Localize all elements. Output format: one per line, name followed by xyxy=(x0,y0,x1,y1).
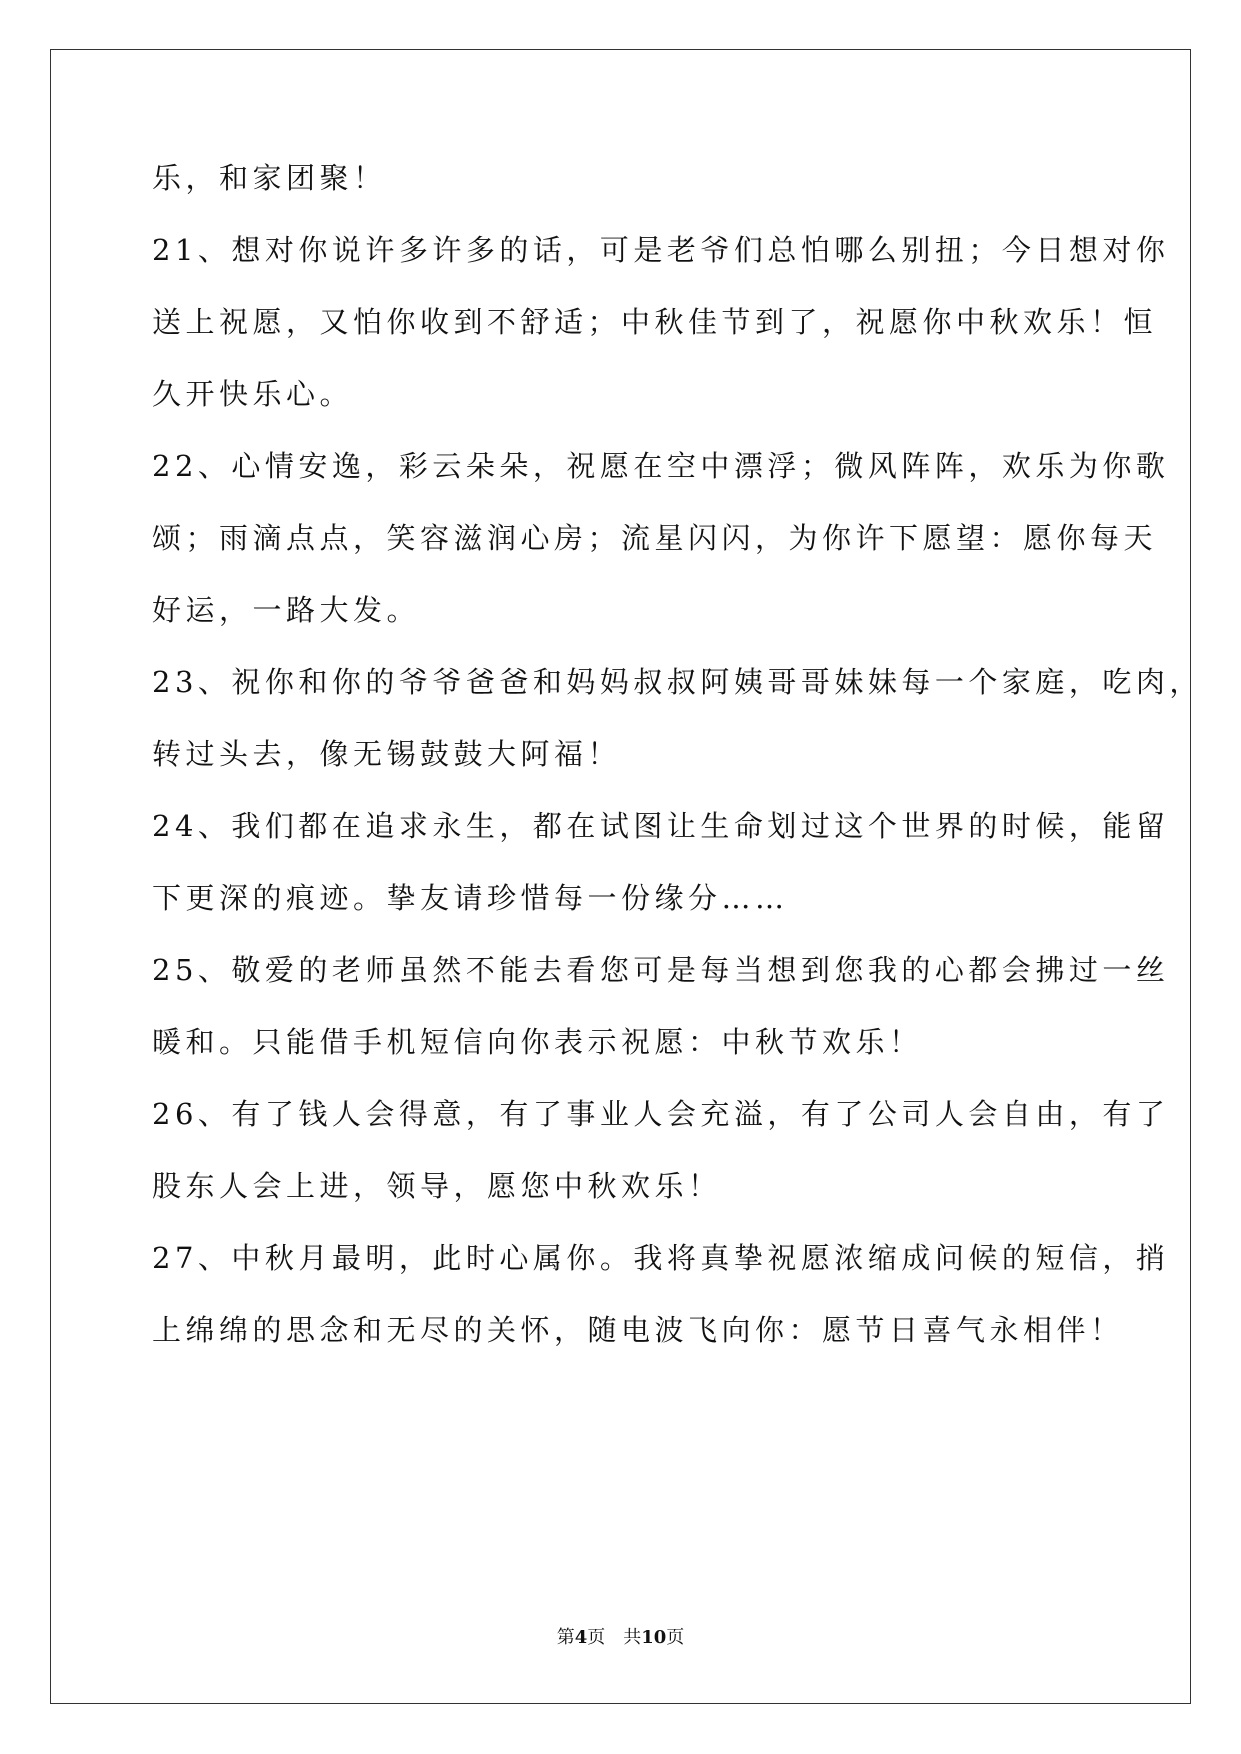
page-suffix: 页 xyxy=(587,1627,606,1648)
text-line: 25、敬爱的老师虽然不能去看您可是每当想到您我的心都会拂过一丝 xyxy=(152,953,1170,987)
text-line: 送上祝愿，又怕你收到不舒适；中秋佳节到了，祝愿你中秋欢乐！恒 xyxy=(152,305,1158,339)
total-pages-number: 10 xyxy=(641,1627,667,1648)
text-line: 21、想对你说许多许多的话，可是老爷们总怕哪么别扭；今日想对你 xyxy=(152,233,1170,267)
text-line: 27、中秋月最明，此时心属你。我将真挚祝愿浓缩成问候的短信，捎 xyxy=(152,1241,1170,1275)
text-line: 乐，和家团聚！ xyxy=(152,161,387,195)
text-line: 转过头去，像无锡鼓鼓大阿福！ xyxy=(152,737,622,771)
text-line: 久开快乐心。 xyxy=(152,377,354,411)
page-border xyxy=(50,49,1191,1704)
page-prefix: 第 xyxy=(556,1627,575,1648)
page-footer xyxy=(0,1623,1241,1649)
text-line: 22、心情安逸，彩云朵朵，祝愿在空中漂浮；微风阵阵，欢乐为你歌 xyxy=(152,449,1170,483)
text-line: 下更深的痕迹。挚友请珍惜每一份缘分…… xyxy=(152,881,789,915)
text-line: 好运，一路大发。 xyxy=(152,593,421,627)
text-line: 23、祝你和你的爷爷爸爸和妈妈叔叔阿姨哥哥妹妹每一个家庭，吃肉， xyxy=(152,665,1203,699)
text-line: 24、我们都在追求永生，都在试图让生命划过这个世界的时候，能留 xyxy=(152,809,1170,843)
total-suffix: 页 xyxy=(666,1627,685,1648)
current-page-number: 4 xyxy=(574,1627,588,1648)
text-line: 暖和。只能借手机短信向你表示祝愿：中秋节欢乐！ xyxy=(152,1025,923,1059)
text-line: 上绵绵的思念和无尽的关怀，随电波飞向你：愿节日喜气永相伴！ xyxy=(152,1313,1124,1347)
text-line: 26、有了钱人会得意，有了事业人会充溢，有了公司人会自由，有了 xyxy=(152,1097,1170,1131)
text-line: 股东人会上进，领导，愿您中秋欢乐！ xyxy=(152,1169,722,1203)
text-line: 颂；雨滴点点，笑容滋润心房；流星闪闪，为你许下愿望：愿你每天 xyxy=(152,521,1158,555)
total-prefix: 共 xyxy=(623,1627,642,1648)
